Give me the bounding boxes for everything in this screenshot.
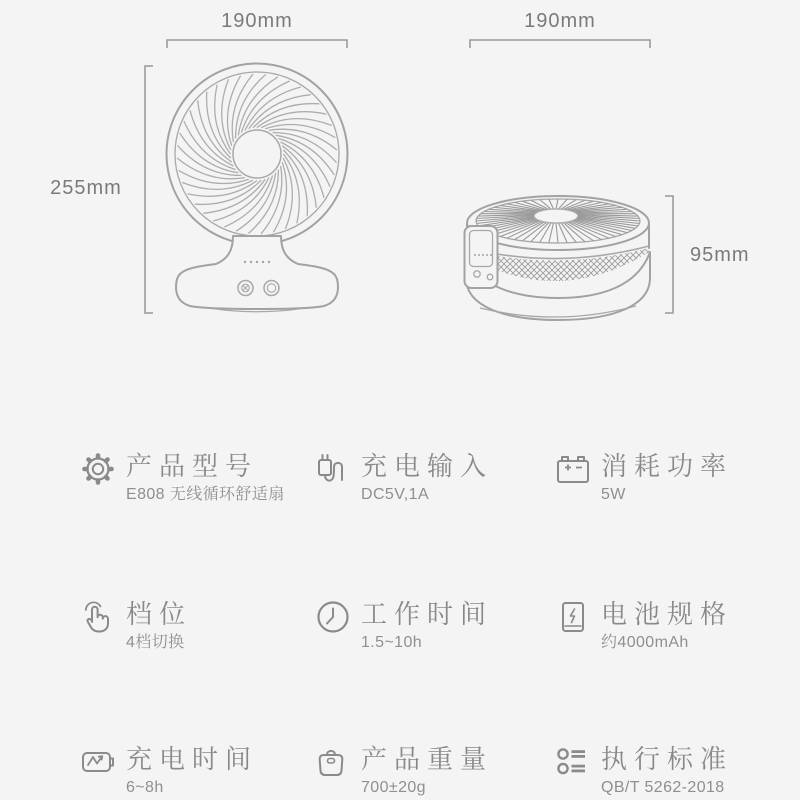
spec-value: 1.5~10h xyxy=(361,634,423,651)
spec-item-standard xyxy=(555,743,800,797)
spec-title: 消耗功率 xyxy=(601,451,734,481)
folded-view-drawing xyxy=(465,10,750,320)
spec-value: DC5V,1A xyxy=(361,486,430,503)
spec-item-speeds xyxy=(80,598,315,743)
weight-icon xyxy=(315,744,353,786)
spec-item-charging-time xyxy=(80,743,315,797)
spec-item-power xyxy=(555,450,800,598)
battery-charge-icon xyxy=(555,599,593,641)
spec-value: E808 无线循环舒适扇 xyxy=(126,486,285,503)
front-view-drawing xyxy=(50,10,347,313)
folded-height-label: 95mm xyxy=(690,244,750,266)
spec-title: 产品型号 xyxy=(126,451,259,481)
spec-value: 6~8h xyxy=(126,779,164,796)
spec-grid xyxy=(0,430,800,797)
front-width-label: 190mm xyxy=(221,10,293,32)
spec-value: 5W xyxy=(601,486,626,503)
front-width-dimension-line xyxy=(167,40,347,48)
standard-list-icon xyxy=(555,744,593,786)
gear-icon xyxy=(80,451,118,493)
spec-item-working-time xyxy=(315,598,555,743)
spec-title: 充电时间 xyxy=(126,744,259,774)
charging-time-icon xyxy=(80,744,118,786)
spec-value: 约4000mAh xyxy=(601,634,689,651)
folded-width-label: 190mm xyxy=(524,10,596,32)
spec-item-battery xyxy=(555,598,800,743)
folded-width-dimension-line xyxy=(470,40,650,48)
spec-title: 执行标准 xyxy=(601,744,734,774)
spec-value: 4档切换 xyxy=(126,634,185,651)
battery-terminals-icon xyxy=(555,451,593,493)
tap-hand-icon xyxy=(80,599,118,641)
spec-title: 充电输入 xyxy=(361,451,494,481)
spec-item-charging-input xyxy=(315,450,555,598)
spec-title: 产品重量 xyxy=(361,744,494,774)
spec-item-model xyxy=(80,450,315,598)
spec-value: QB/T 5262-2018 xyxy=(601,779,725,796)
front-height-label: 255mm xyxy=(50,177,122,199)
clock-icon xyxy=(315,599,353,641)
spec-title: 档位 xyxy=(126,599,193,629)
spec-title: 电池规格 xyxy=(601,599,734,629)
spec-title: 工作时间 xyxy=(361,599,494,629)
folded-height-dimension-line xyxy=(665,196,673,313)
front-height-dimension-line xyxy=(145,66,153,313)
charging-cable-icon xyxy=(315,451,353,493)
spec-value: 700±20g xyxy=(361,779,426,796)
spec-item-weight xyxy=(315,743,555,797)
